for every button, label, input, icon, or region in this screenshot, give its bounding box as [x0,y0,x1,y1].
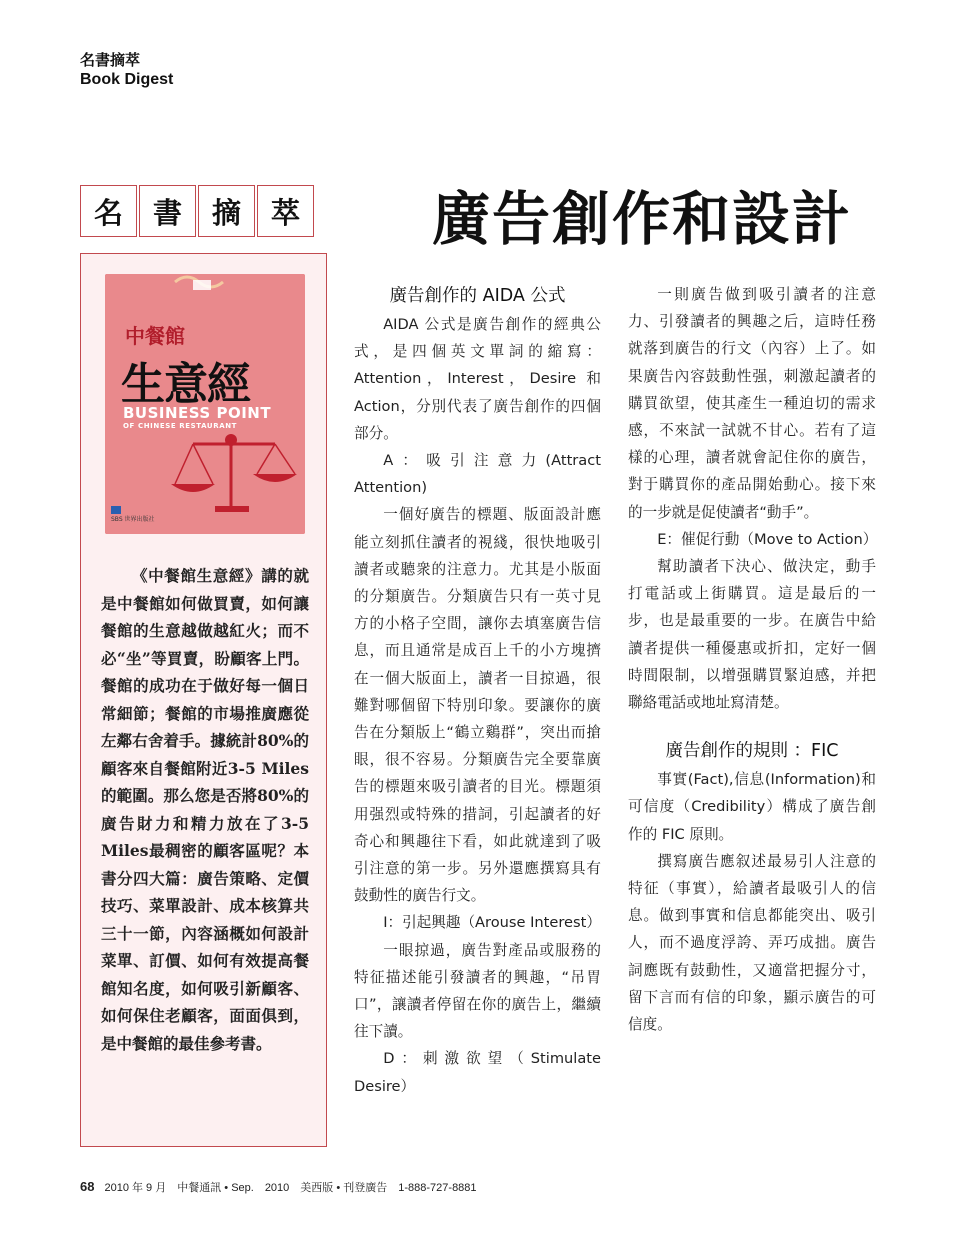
step-label-attention: A：吸引注意力(Attract Attention) [354,452,601,497]
article-column-1 [354,281,601,1100]
article-column-2 [628,281,876,1038]
section-tag-char: 名 [80,185,137,237]
cover-title-en: BUSINESS POINT [123,404,272,422]
cover-title-small: 中餐館 [125,324,185,348]
paragraph: 事實(Fact),信息(Information)和可信度（Credibility）構成了廣告創作的 FIC 原則。 [628,771,876,843]
section-tag [80,185,314,237]
cover-title-big: 生意經 [121,359,250,410]
step-label-action: E：催促行動（Move to Action） [657,530,878,548]
footer-text: 2010 年 9 月 中餐通訊 • Sep. 2010 美西版 • 刊登廣告 1-888-727-8881 [104,1182,477,1194]
section-tag-char: 萃 [257,185,314,237]
book-sidebar [80,253,327,1147]
step-label-desire: D：刺激欲望（Stimulate Desire） [354,1050,601,1095]
step-label-interest: I：引起興趣（Arouse Interest） [383,914,601,932]
book-cover [105,274,305,534]
page-number: 68 [80,1179,95,1194]
header-label-zh: 名書摘萃 [80,51,141,69]
paragraph: 一個好廣告的標題、版面設計應能立刻抓住讀者的視綫，很快地吸引讀者或聽衆的注意力。尤其是小版面的分類廣告。分類廣告只有一英寸見方的小格子空間，讓你去填塞廣告信息，而且通常是成百上千的小方塊擠在一個大版面上，讀者一目掠過，很難對哪個留下特別印象。要讓你的廣告在分類版上“鶴立鷄群”，突出而搶眼，很不容易。分類廣告完全要靠廣告的標題來吸引讀者的目光。標題須用强烈或特殊的措詞，引起讀者的好奇心和興趣往下看，如此就達到了吸引注意的第一步。另外還應撰寫具有鼓動性的廣告行文。 [354,506,601,905]
cover-publisher: SBS 世界出版社 [111,516,155,523]
paragraph: 幫助讀者下決心、做決定，動手打電話或上街購買。這是最后的一步，也是最重要的一步。在廣告中給讀者提供一種優惠或折扣，定好一個時間限制，以增强購買緊迫感，并把聯絡電話或地址寫清楚。 [628,558,876,712]
section-tag-char: 摘 [198,185,255,237]
paragraph: AIDA 公式是廣告創作的經典公式，是四個英文單詞的縮寫：Attention，Interest，Desire 和 Action，分別代表了廣告創作的四個部分。 [354,316,601,442]
page-footer [80,1179,477,1195]
section-heading-aida: 廣告創作的 AIDA 公式 [389,286,566,306]
book-summary [101,562,309,1057]
paragraph: 一眼掠過，廣告對產品或服務的特征描述能引發讀者的興趣，“吊胃口”，讓讀者停留在你的廣告上，繼續往下讀。 [354,941,601,1041]
paragraph: 一則廣告做到吸引讀者的注意力、引發讀者的興趣之后，這時任務就落到廣告的行文（內容）上了。如果廣告內容鼓動性强，刺激起讀者的購買欲望，使其產生一種迫切的需求感，不來試一試就不甘心。若有了這樣的心理，讀者就會記住你的廣告，對于購買你的產品開始動心。接下來的一步就是促使讀者“動手”。 [628,286,876,521]
article-title: 廣告創作和設計 [432,185,853,253]
section-tag-char: 書 [139,185,196,237]
cover-subtitle-en: OF CHINESE RESTAURANT [123,422,238,430]
paragraph: 撰寫廣告應叙述最易引人注意的特征（事實），給讀者最吸引人的信息。做到事實和信息都能突出、吸引人，而不過度浮誇、弄巧成拙。廣告詞應既有鼓動性，又適當把握分寸，留下言而有信的印象，顯示廣告的可信度。 [628,852,876,1034]
section-heading-fic: 廣告創作的規則 ：FIC [665,741,839,762]
book-summary-text: 《中餐館生意經》講的就是中餐館如何做買賣，如何讓餐館的生意越做越紅火；而不必“坐”等買賣，盼顧客上門。餐館的成功在于做好每一個日常細節；餐館的市場推廣應從左鄰右舍着手。據統計80%的顧客來自餐館附近3-5 Miles的範圍。那么您是否將80%的廣告財力和精力放在了3-5 Miles最稠密的顧客區呢？本書分四大篇：廣告策略、定價技巧、菜單設計、成本核算共三十一節，內容涵概如何設計菜單、訂價、如何有效提高餐館知名度，如何吸引新顧客、如何保住老顧客，面面俱到，是中餐館的最佳參考書。 [101,566,309,1053]
header-label-en: Book Digest [80,71,174,88]
